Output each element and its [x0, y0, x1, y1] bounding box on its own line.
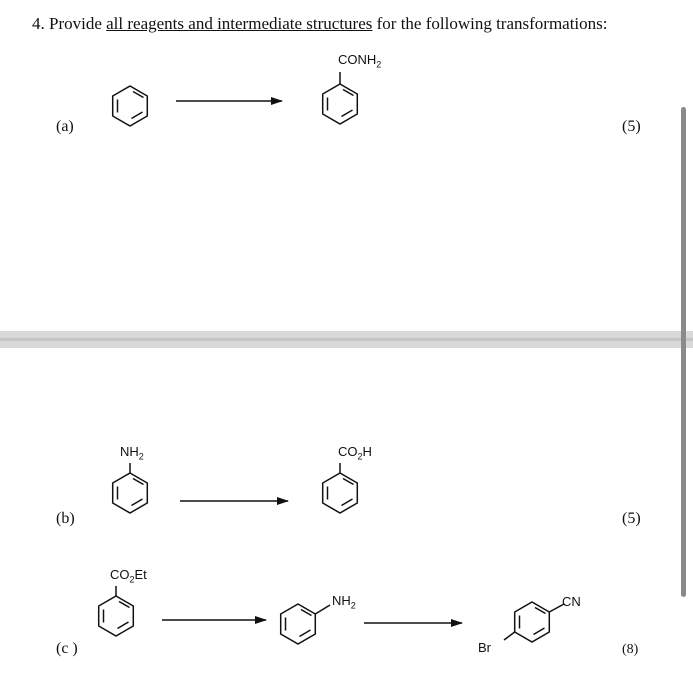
substituent-nh2: $NH_2$: [120, 444, 144, 462]
page-bottom: [0, 348, 693, 700]
benzamide-structure: [310, 72, 370, 136]
question-number: 4.: [32, 14, 45, 33]
page-top: [0, 0, 693, 332]
ethyl-benzoate-structure: [86, 586, 146, 648]
page-separator: [0, 331, 693, 348]
substituent-br: Br: [478, 640, 491, 655]
part-a-points: (5): [622, 118, 641, 135]
reaction-arrow: [176, 94, 286, 108]
part-b-points: (5): [622, 510, 641, 527]
benzoic-acid-structure: [310, 463, 370, 525]
question-underlined-text: all reagents and intermediate structures: [106, 14, 373, 33]
substituent-co2h: $CO_2H$: [338, 444, 372, 462]
reaction-arrow: [364, 616, 466, 630]
question-prefix: Provide: [49, 14, 102, 33]
part-b-label: (b): [56, 510, 75, 527]
part-c-label: (c ): [56, 640, 78, 657]
part-c-points: (8): [622, 642, 639, 657]
question-text: [32, 14, 608, 34]
substituent-conh2: $CONH_2$: [338, 52, 382, 70]
benzene-structure: [100, 76, 160, 136]
aniline-structure: [100, 463, 160, 525]
substituent-cn: CN: [562, 594, 581, 609]
substituent-co2et: $CO_2Et$: [110, 567, 147, 585]
reaction-arrow: [162, 613, 270, 627]
part-a-label: (a): [56, 118, 74, 135]
substituent-nh2: $NH_2$: [332, 593, 356, 611]
question-suffix: for the following transformations:: [376, 14, 608, 33]
reaction-arrow: [180, 494, 292, 508]
